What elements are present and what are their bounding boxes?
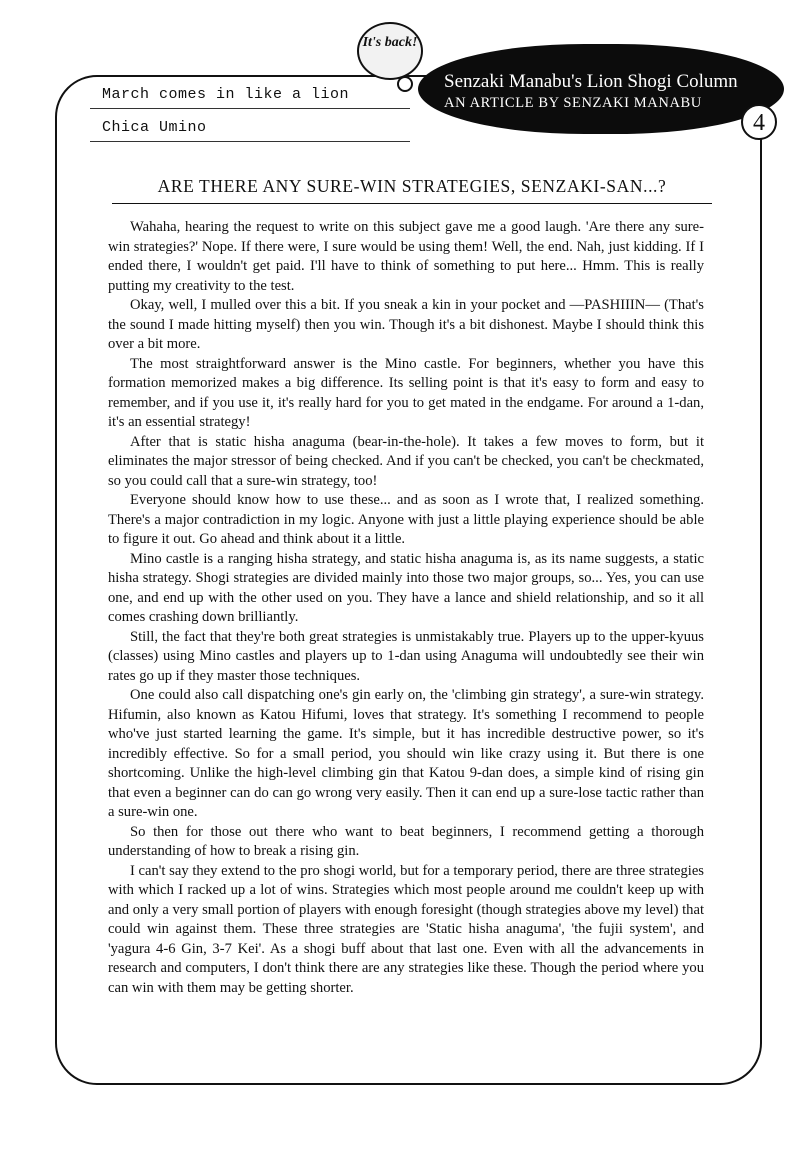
column-banner xyxy=(418,44,784,134)
paragraph: The most straightforward answer is the Mino castle. For beginners, whether you have this formation memorized makes a big difference. Its selling point is that it's easy to form and easy to remember, and if you use it, it's really hard for you to get mated in the endgame. For around a 1-dan, it's an essential strategy! xyxy=(108,355,704,430)
speech-bubble xyxy=(357,22,423,80)
series-header xyxy=(90,82,410,148)
series-title: March comes in like a lion xyxy=(90,82,410,109)
paragraph: After that is static hisha anaguma (bear-in-the-hole). It takes a few moves to form, but it eliminates the major stressor of being checked. And if you can't be checked, you can't be checkmated, so you could call that a sure-win strategy, too! xyxy=(108,433,704,489)
paragraph: Okay, well, I mulled over this a bit. If you sneak a kin in your pocket and —PASHIIIN— (That's the sound I made hitting myself) then you win. Though it's a bit dishonest. Maybe I should think this over a bit more. xyxy=(108,297,704,352)
title-divider xyxy=(112,203,712,204)
paragraph: Wahaha, hearing the request to write on this subject gave me a good laugh. 'Are there any sure-win strategies?' Nope. If there were, I sure would be using them! Well, the end. Nah, just kidding. If I ended there, I wouldn't get paid. I'll have to think of something to put here... Hmm. This is really putting my creativity to the test. xyxy=(108,219,704,294)
column-title: Senzaki Manabu's Lion Shogi Column xyxy=(444,71,738,92)
column-number-badge: 4 xyxy=(741,104,777,140)
paragraph: Everyone should know how to use these... and as soon as I wrote that, I realized something. There's a major contradiction in my logic. Anyone with just a little playing experience should be able to figure it out. Go ahead and think about it a little. xyxy=(108,492,704,547)
column-byline: AN ARTICLE BY SENZAKI MANABU xyxy=(444,95,702,111)
paragraph: Mino castle is a ranging hisha strategy, and static hisha anaguma is, as its name suggests, a static hisha strategy. Shogi strategies are divided mainly into those two major groups, so... Yes, you can use one, and end up with the other used on you. They have a lance and shield relationship, and so it all comes crashing down brilliantly. xyxy=(108,550,704,625)
paragraph: One could also call dispatching one's gin early on, the 'climbing gin strategy', a sure-win strategy. Hifumin, also known as Katou Hifumi, loves that strategy. It's something I recommend to people who've just started learning the game. It's simple, but it has incredible destructive power, so it's incredibly effective. So for a small period, you should win like crazy using it. But there is one shortcoming. Unlike the high-level climbing gin that Katou 9-dan does, a simple kind of rising gin that even a beginner can do can go wrong very easily. Then it can end up a sure-lose tactic rather than a sure-win one. xyxy=(108,687,704,820)
paragraph: So then for those out there who want to beat beginners, I recommend getting a thorough understanding of how to break a rising gin. xyxy=(108,823,704,859)
article-title: ARE THERE ANY SURE-WIN STRATEGIES, SENZAKI-SAN...? xyxy=(157,176,667,196)
article-body xyxy=(108,218,704,998)
bubble-text: It's back! xyxy=(362,35,418,50)
paragraph: Still, the fact that they're both great strategies is unmistakably true. Players up to the upper-kyuus (classes) using Mino castles and players up to 1-dan using Anaguma will undoubtedly see their win rates go up if they master those techniques. xyxy=(108,628,704,684)
author-name: Chica Umino xyxy=(90,115,410,142)
paragraph: I can't say they extend to the pro shogi world, but for a temporary period, there are three strategies with which I racked up a lot of wins. Strategies which most people around me couldn't keep up with and only a very small portion of players with enough foresight (though strategies above my level) that could win against them. These three strategies are 'Static hisha anaguma', 'the fujii system', and 'yagura 4-6 Gin, 3-7 Kei'. As a shogi buff about that last one. Even with all the advancements in research and computers, I don't think there are any strategies like these. Though the period where you can win with them may be getting shorter. xyxy=(108,862,704,996)
bubble-tail-icon xyxy=(397,76,413,92)
